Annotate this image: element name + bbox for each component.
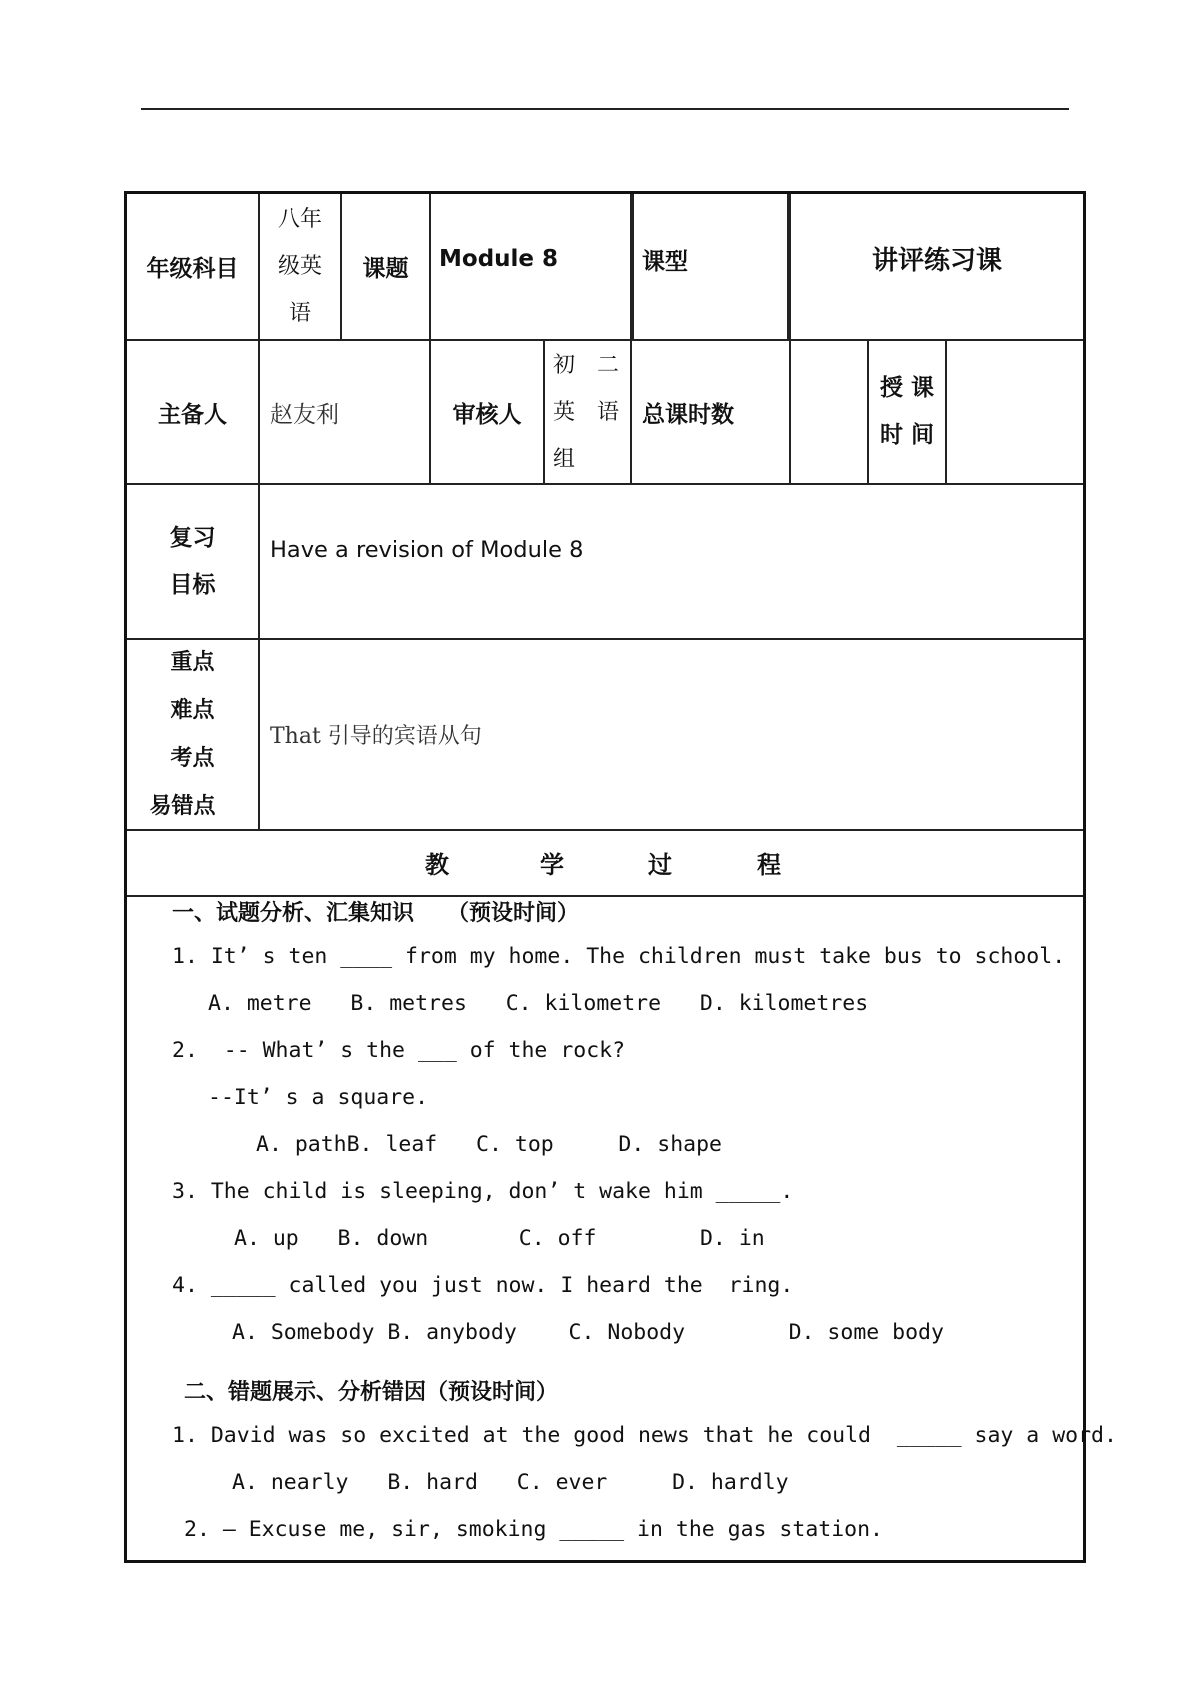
s2-question-2: 2. — Excuse me, sir, smoking _____ in the gas station.: [184, 1517, 883, 1542]
s1-question-1-options: A. metre B. metres C. kilometre D. kilometres: [208, 991, 869, 1016]
process-title-2: 学: [540, 851, 564, 879]
section2-title: 二、错题展示、分析错因（预设时间）: [184, 1380, 559, 1405]
section1-title: 一、试题分析、汇集知识 （预设时间）: [172, 901, 580, 926]
time-label: 授 课 时 间: [879, 375, 934, 448]
type-label: 课型: [642, 248, 688, 275]
lesson-plan-table: [124, 191, 1086, 1563]
s1-question-4-options: A. Somebody B. anybody C. Nobody D. some body: [232, 1320, 944, 1345]
topic-value: Module 8: [439, 246, 559, 272]
hours-value: [791, 341, 867, 483]
s2-question-1-options: A. nearly B. hard C. ever D. hardly: [232, 1470, 789, 1495]
points-value: That 引导的宾语从句: [270, 724, 482, 749]
time-value: [947, 341, 1083, 483]
process-title-1: 教: [425, 851, 449, 879]
preparer-label: 主备人: [158, 401, 227, 428]
goal-value: Have a revision of Module 8: [270, 537, 584, 563]
s1-question-1: 1. It’ s ten ____ from my home. The children must take bus to school.: [172, 944, 1066, 969]
process-title-3: 过: [648, 851, 672, 879]
goal-label: 复习 目标: [169, 524, 216, 598]
s1-question-2: 2. -- What’ s the ___ of the rock?: [172, 1038, 626, 1063]
grade-value: 八年 级英 语: [277, 207, 322, 326]
hours-label: 总课时数: [642, 401, 734, 428]
s1-question-2-options: A. pathB. leaf C. top D. shape: [256, 1132, 722, 1157]
process-title-4: 程: [757, 851, 781, 879]
type-value: 讲评练习课: [871, 245, 1002, 276]
s1-question-3: 3. The child is sleeping, don’ t wake him _____.: [172, 1179, 794, 1204]
s1-question-4: 4. _____ called you just now. I heard the ring.: [172, 1273, 794, 1298]
points-label: 重点 难点 考点 易错点: [149, 649, 216, 819]
s1-question-2-answer: --It’ s a square.: [208, 1085, 429, 1110]
s1-question-3-options: A. up B. down C. off D. in: [234, 1226, 765, 1251]
reviewer-label: 审核人: [452, 401, 522, 428]
s2-question-1: 1. David was so excited at the good news that he could _____ say a word.: [172, 1423, 1117, 1448]
header-rule: [141, 108, 1069, 110]
reviewer-value: 初 二 英 语 组: [553, 352, 620, 472]
preparer-value: 赵友利: [270, 401, 339, 428]
grade-label: 年级科目: [146, 256, 239, 282]
topic-label: 课题: [362, 256, 409, 282]
